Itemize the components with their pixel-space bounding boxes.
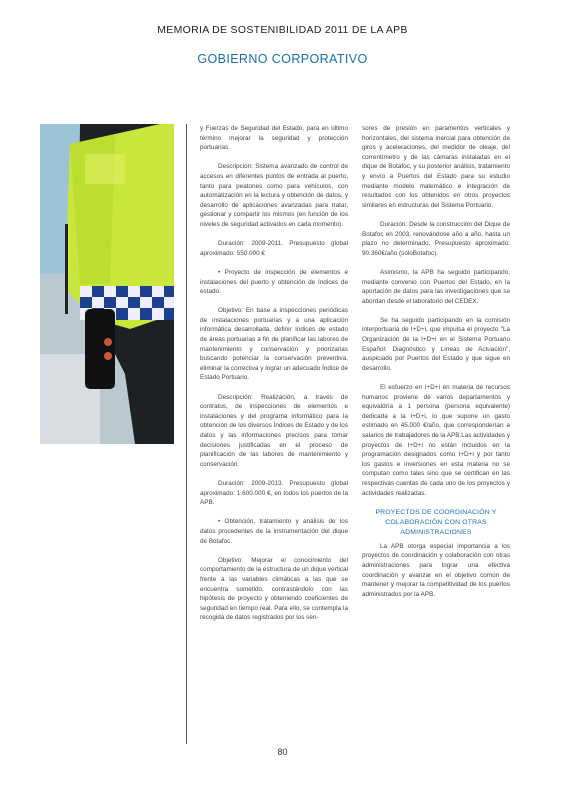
photo-illustration — [40, 124, 174, 444]
paragraph: Duración: Desde la construcción del Dique de Botafoc en 2003, renovándose año a año, hasta un plazo no determinado. Presupuesto aproximado: 90.360€/año (sóloBotafoc). — [362, 220, 510, 257]
text-column-left — [200, 124, 348, 632]
paragraph: El esfuerzo en I+D+i en materia de recursos humanos proviene de varios departamentos y equivaldría a 1 persona (persona equivalente) dedicada a la I+D+i, lo que supone un gasto estimado en 45.000 €/año, que corresponderían a salarios de trabajadores de la APB.Las actividades y proyectos de I+D+i no están incluidos en la programación designados como I+D+i y por tanto los gastos e inversiones en esta materia no se computan como tales sino que se certifican en las respectivas cuentas de cada uno de los proyectos y actividades realizadas. — [362, 384, 510, 497]
paragraph: Duración: 2009-2013. Presupuesto global aproximado: 1.600.000 €, en todos los puertos de la APB. — [200, 479, 348, 507]
paragraph: sores de presión en paramentos verticales y horizontales, del sistema inercial para obtención de giros y aceleraciones, del medidor de oleaje, del correntímetro y de las cámaras instaladas en el dique de Botafoc, y su posterior análisis, tratamiento y envío a Puertos del Estado para su estudio mediante modelo matemático e integración de resultados con los obtenidos en otros proyectos similares en estructuras del Sistema Portuario. — [362, 125, 510, 209]
section-title: GOBIERNO CORPORATIVO — [197, 52, 368, 66]
paragraph: Descripción: Sistema avanzado de control de accesos en diferentes puntos de entrada al puerto, tanto para peatones como para vehículos, con automatización en la lectura y obtención de datos, y desarrollo de aplicaciones avanzadas para tratar, gestionar y compartir los mismos (en función de los niveles de seguridad activados en cada momento). — [200, 163, 348, 228]
paragraph: Se ha seguido participando en la comisión interportuaria de I+D+i, que impulsa el proyecto "La Organización de la I+D+i en el Sistema Portuario Español: Diagnóstico y Líneas de Actuación", auspiciado por Puertos del Estado y que sigue en desarrollo. — [362, 316, 510, 372]
paragraph: Asimismo, la APB ha seguido participando, mediante convenio con Puertos del Estado, en la aportación de datos para las investigaciones que se abordan desde el laboratorio del CEDEX. — [362, 268, 510, 305]
paragraph: Objetivo: Mejorar el conocimiento del comportamiento de la estructura de un dique vertical frente a las variables climáticas a las que se encuentra sometido, contrastándolo con las hipótesis de proyecto y obteniendo coeficientes de seguridad en tiempo real. Para ello, se contempla la recogida de datos registrados por los sen- — [200, 556, 348, 622]
page-number: 80 — [277, 747, 288, 757]
security-officer-photo — [40, 124, 174, 444]
paragraph: y Fuerzas de Seguridad del Estado, para en último término mejorar la seguridad y protección portuarias. — [200, 125, 348, 152]
column-divider — [186, 124, 187, 744]
text-column-right — [362, 124, 510, 609]
paragraph: La APB otorga especial importancia a los proyectos de coordinación y colaboración con otras administraciones para lograr una efectiva coordinación y avanzar en el objetivo común de mantener y mejorar la competitividad de los puertos administrados por la APB. — [362, 542, 510, 598]
document-title: MEMORIA DE SOSTENIBILIDAD 2011 DE LA APB — [157, 24, 408, 36]
paragraph: Descripción: Realización, a través de contratos, de inspecciones de elementos e instalaciones y del programa informático para la obtención de los diversos Índices de Estado y de los datos y las informaciones precisos para tomar decisiones justificadas en el proceso de planificación de las labores de mantenimiento y conservación. — [200, 393, 348, 468]
paragraph: Objetivo: En base a inspecciones periódicas de instalaciones portuarias y a una aplicación informática desarrollada, definir índices de estado de áreas portuarias a fin de planificar las labores de mantenimiento y conservación y priorizarlas buscando potenciar la conservación preventiva, eliminar la correctiva y lograr un adecuado Índice de Estado Portuario. — [200, 307, 348, 382]
subheading: PROYECTOS DE COORDINACIÓN Y COLABORACIÓN CON OTRAS ADMINISTRACIONES — [375, 508, 497, 536]
bullet-item: • Obtención, tratamiento y análisis de los datos procedentes de la instrumentación del dique de Botafoc. — [200, 518, 348, 545]
bullet-item: • Proyecto de inspección de elementos e instalaciones del puerto y obtención de índices de estado. — [200, 268, 348, 296]
paragraph: Duración: 2009-2011. Presupuesto global aproximado: 550.000 € — [200, 240, 348, 257]
